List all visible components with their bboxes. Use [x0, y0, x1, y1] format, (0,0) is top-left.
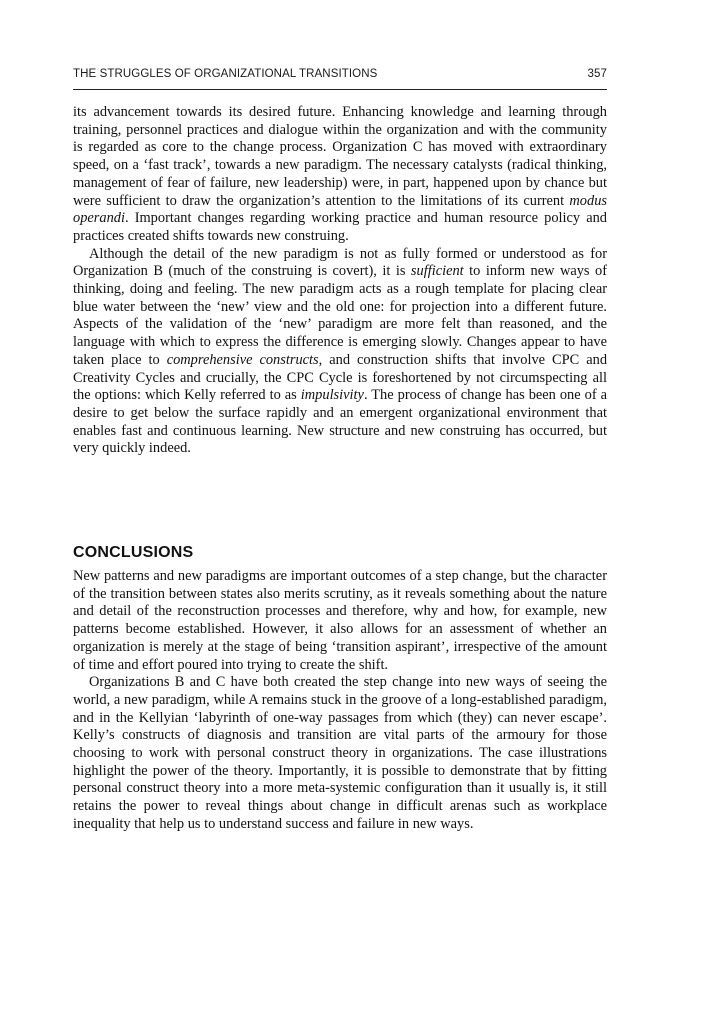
body-section-continuation [73, 104, 607, 458]
header-rule [73, 89, 607, 90]
section-heading-conclusions: CONCLUSIONS [73, 544, 194, 562]
page-number: 357 [587, 68, 607, 80]
italic-term: modus operandi [73, 192, 607, 227]
running-title: THE STRUGGLES OF ORGANIZATIONAL TRANSITIONS [73, 68, 378, 80]
paragraph-continuation: its advancement towards its desired future. Enhancing knowledge and learning through training, personnel practices and dialogue within the organization and with the community is regarded as core to the change process. Organization C has moved with extraordinary speed, on a ‘fast track’, towards a new paradigm. The necessary catalysts (radical thinking, management of fear of failure, new leadership) were, in part, happened upon by chance but were sufficient to draw the organization’s attention to the limitations of its current modus operandi. Important changes regarding working practice and human resource policy and practices created shifts towards new construing. [73, 104, 607, 244]
italic-term: impulsivity [300, 387, 364, 404]
italic-term: comprehensive constructs [166, 351, 319, 368]
paragraph-conclusions-2: Organizations B and C have both created the step change into new ways of seeing the world, a new paradigm, while A remains stuck in the groove of a long-established paradigm, and in the Kellyian ‘labyrinth of one-way passages from which (they) can never escape’. Kelly’s constructs of diagnosis and transition are vital parts of the armoury for those choosing to work with personal construct theory in organizations. The case illustrations highlight the power of the theory. Importantly, it is possible to demonstrate that by fitting personal construct theory into a more meta-systemic configuration than it usually is, it still retains the power to reveal things about change in difficult arenas such as workplace inequality that help us to understand success and failure in new ways. [73, 674, 607, 832]
paragraph-conclusions-1: New patterns and new paradigms are important outcomes of a step change, but the character of the transition between states also merits scrutiny, as it reveals something about the nature and detail of the reconstruction processes and therefore, why and how, for example, new patterns become established. However, it also allows for an assessment of whether an organization is merely at the stage of being ‘transition aspirant’, irrespective of the amount of time and effort poured into trying to create the shift. [73, 568, 607, 673]
paragraph-new-paradigm: Although the detail of the new paradigm is not as fully formed or understood as for Organization B (much of the construing is covert), it is sufficient to inform new ways of thinking, doing and feeling. The new paradigm acts as a rough template for placing clear blue water between the ‘new’ view and the old one: for projection into a different future. Aspects of the validation of the ‘new’ paradigm are more felt than reasoned, and the language with which to express the difference is emerging slowly. Changes appear to have taken place to comprehensive constructs, and construction shifts that involve CPC and Creativity Cycles and crucially, the CPC Cycle is foreshortened by not circumspecting all the options: which Kelly referred to as impulsivity. The process of change has been one of a desire to get below the surface rapidly and an emergent organizational environment that enables fast and continuous learning. New structure and new construing has occurred, but very quickly indeed. [73, 245, 608, 457]
running-head [73, 68, 607, 86]
body-section-conclusions [73, 568, 607, 834]
italic-term: sufficient [410, 263, 464, 280]
